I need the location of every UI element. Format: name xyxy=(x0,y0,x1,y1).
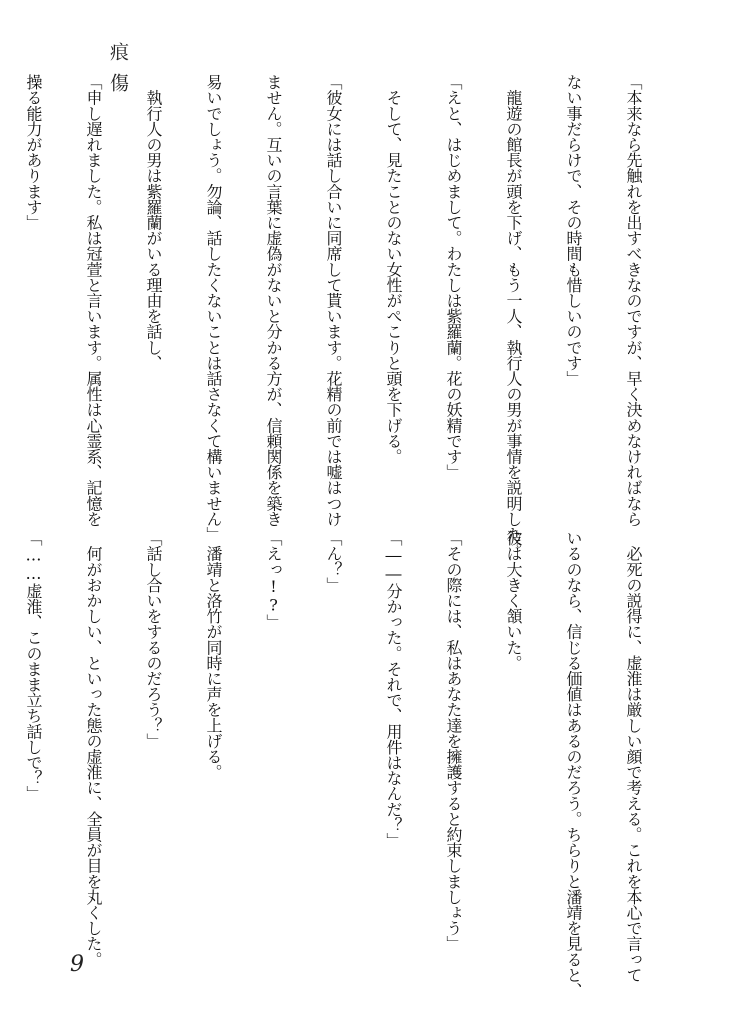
text-line: いるのなら、信じる価値はあるのだろう。ちらりと潘靖を見ると、 xyxy=(564,530,583,999)
text-line: そして、見たことのない女性がぺこりと頭を下げる。 xyxy=(384,74,403,465)
text-line: 執行人の男は紫羅蘭がいる理由を話し、 xyxy=(144,74,163,371)
text-line: 「えっ!?」 xyxy=(264,530,283,630)
running-title-char: 傷 xyxy=(107,73,129,94)
text-line: 「……虚淮、このまま立ち話しで？」 xyxy=(24,530,43,802)
text-line: 「申し遅れました。私は冠萱と言います。属性は心霊系、記憶を xyxy=(84,74,103,527)
text-line: 「――分かった。それで、用件はなんだ？」 xyxy=(384,530,403,849)
text-line: 操る能力があります」 xyxy=(24,74,43,231)
text-line: 必死の説得に、虚淮は厳しい顔で考える。これを本心で言って xyxy=(624,530,643,983)
text-line: 潘靖と洛竹が同時に声を上げる。 xyxy=(204,530,223,780)
running-title-char: 痕 xyxy=(107,42,129,63)
text-line: ません。互いの言葉に虚偽がないと分かる方が、信頼関係を築き xyxy=(264,74,283,527)
lower-text-block xyxy=(23,530,683,999)
text-line: 易いでしょう。勿論、話したくないことは話さなくて構いません」 xyxy=(204,74,223,543)
page-number: 9 xyxy=(70,952,84,977)
upper-text-block xyxy=(23,74,683,558)
text-line: 「その際には、私はあなた達を擁護すると約束しましょう」 xyxy=(444,530,463,952)
text-line: 龍遊の館長が頭を下げ、もう一人、執行人の男が事情を説明した。 xyxy=(504,74,523,558)
text-line: 「ん？」 xyxy=(324,530,343,593)
text-line: 「彼女には話し合いに同席して貰います。花精の前では嘘はつけ xyxy=(324,74,343,527)
text-line: 「えと、はじめまして。わたしは紫羅蘭。花の妖精です」 xyxy=(444,74,463,480)
text-line: 「本来なら先触れを出すべきなのですが、早く決めなければなら xyxy=(624,74,643,527)
text-line: 何がおかしい、といった態の虚淮に、全員が目を丸くした。 xyxy=(84,530,103,967)
text-line: 「話し合いをするのだろう？」 xyxy=(144,530,163,749)
text-line: 彼は大きく頷いた。 xyxy=(504,530,523,671)
text-line: ない事だらけで、その時間も惜しいのです」 xyxy=(564,74,583,387)
